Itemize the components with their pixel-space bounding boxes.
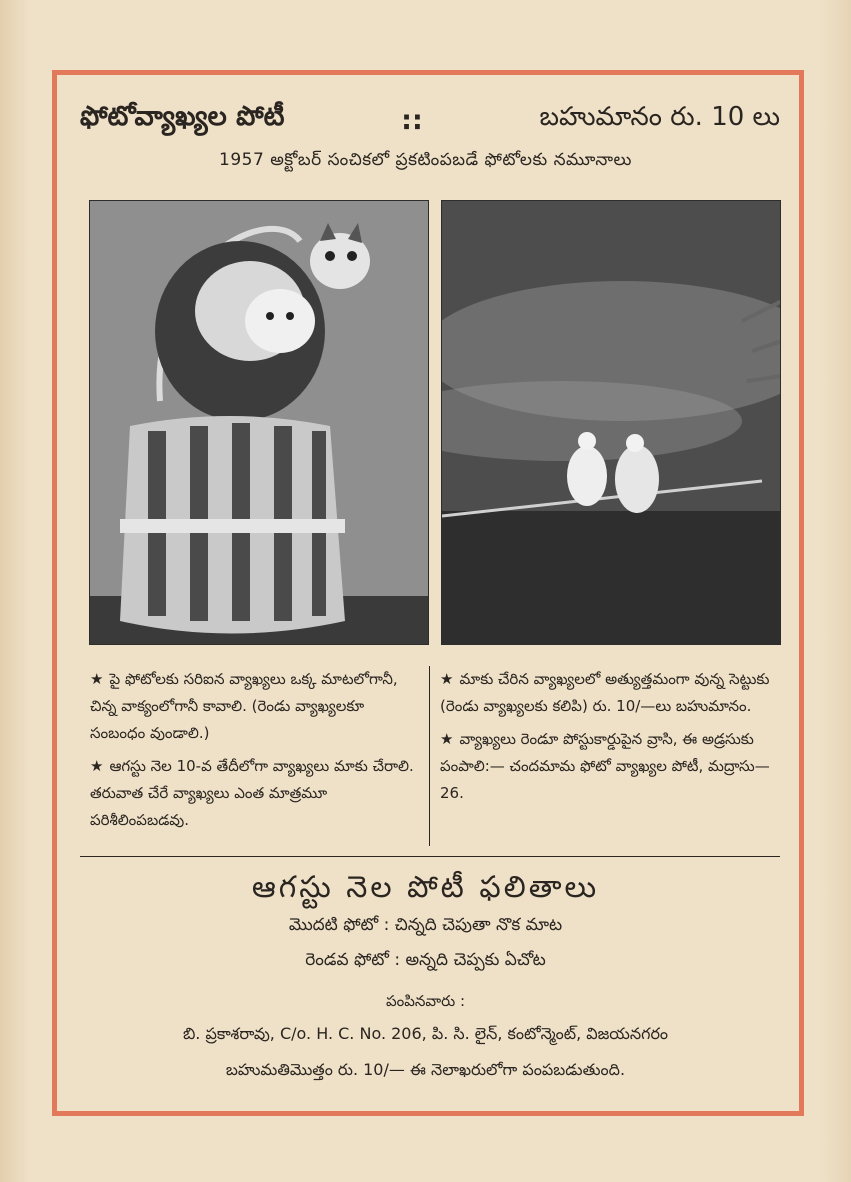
kittens-basket-illustration: [90, 201, 429, 645]
kittens-basket-photo: [89, 200, 429, 645]
contest-rules: [80, 666, 780, 846]
header-row: [80, 100, 780, 140]
doves-branch-photo: [441, 200, 781, 645]
rule-item: [440, 726, 770, 807]
star-icon: ★: [440, 670, 454, 688]
rule-item: [440, 666, 770, 720]
section-divider: [80, 856, 780, 857]
rule-text: వ్యాఖ్యలు రెండూ పోస్టుకార్డుపైన వ్రాసి, ఈ అడ్రసుకు పంపాలి:— చందమామ ఫోటో వ్యాఖ్యల పోటీ, మద్రాసు—26.: [440, 730, 770, 802]
title-separator: ::: [401, 104, 423, 136]
first-photo-result: మొదటి ఫోటో : చిన్నది చెపుతా నొక మాట: [288, 915, 563, 935]
results-title: ఆగస్టు నెల పోటీ ఫలితాలు: [251, 870, 600, 905]
rule-item: [90, 753, 419, 834]
page-subtitle: 1957 అక్టోబర్ సంచికలో ప్రకటింపబడే ఫోటోలకు నమూనాలు: [219, 150, 632, 170]
second-photo-result: రెండవ ఫోటో : అన్నది చెప్పకు ఏచోట: [305, 950, 546, 970]
rule-text: పై ఫోటోలకు సరిఐన వ్యాఖ్యలు ఒక్క మాటలోగానీ, చిన్న వాక్యంలోగానీ కావాలి. (రెండు వ్యాఖ్యలకూ సంబంధం వుండాలి.): [90, 670, 398, 742]
senders-label: పంపినవారు :: [385, 992, 466, 1010]
prize-amount: బహుమానం రు. 10 లు: [539, 102, 780, 132]
star-icon: ★: [90, 757, 104, 775]
doves-branch-illustration: [442, 201, 781, 645]
star-icon: ★: [90, 670, 104, 688]
rule-item: [90, 666, 419, 747]
rules-left-column: [80, 666, 430, 846]
rule-text: ఆగస్టు నెల 10-వ తేదీలోగా వ్యాఖ్యలు మాకు చేరాలి. తరువాత చేరే వ్యాఖ్యలు ఎంత మాత్రమూ పరిశీలింపబడవు.: [90, 757, 414, 829]
prize-note: బహుమతిమొత్తం రు. 10/— ఈ నెలాఖరులోగా పంపబడుతుంది.: [225, 1060, 626, 1079]
rules-right-column: [430, 666, 780, 846]
contest-title: ఫోటోవ్యాఖ్యల పోటీ: [80, 101, 285, 132]
rule-text: మాకు చేరిన వ్యాఖ్యలలో అత్యుత్తమంగా వున్న సెట్టుకు (రెండు వ్యాఖ్యలకు కలిపి) రు. 10/—లు బహుమానం.: [440, 670, 770, 715]
winner-address: బి. ప్రకాశరావు, C/o. H. C. No. 206, పి. సి. లైన్, కంటోన్మెంట్, విజయనగరం: [182, 1024, 669, 1043]
star-icon: ★: [440, 730, 454, 748]
